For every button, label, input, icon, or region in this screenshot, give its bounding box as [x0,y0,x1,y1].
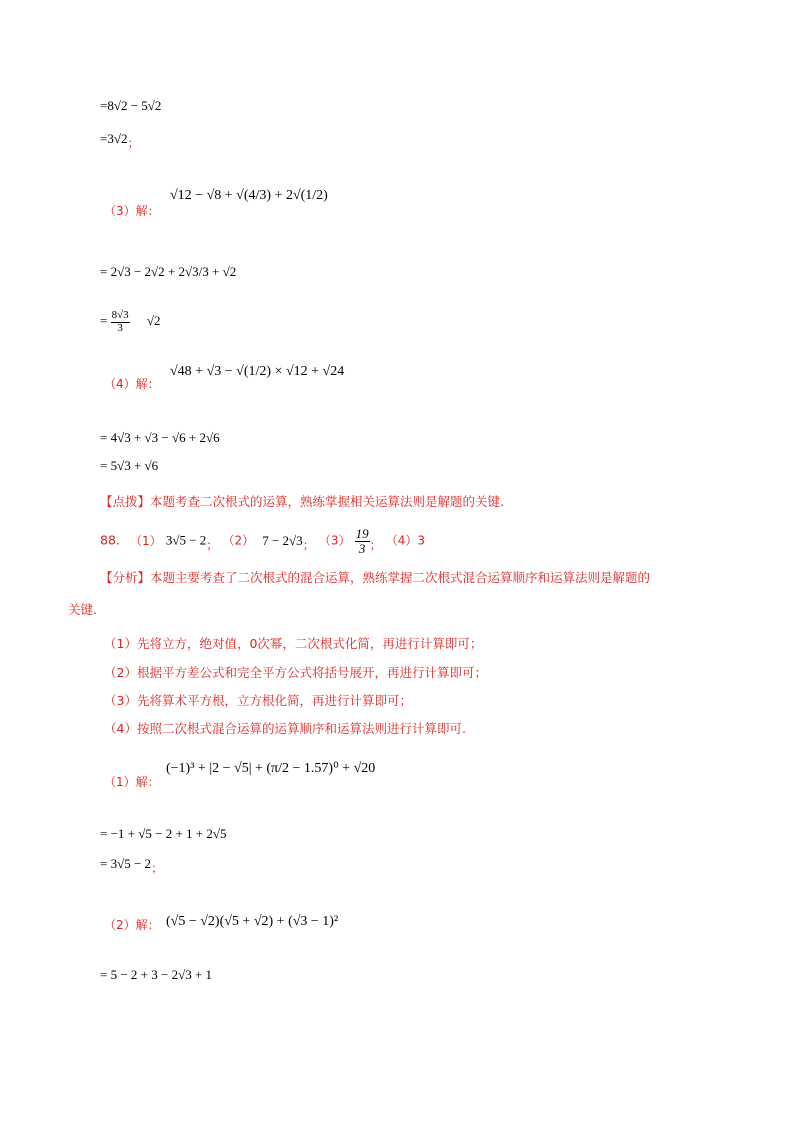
fraction: $\frac{8√3}{3}$ [111,309,129,334]
part-label: （3） [318,533,351,548]
step-line [100,131,140,150]
fenxi-line-1 [100,570,650,585]
answer-fraction: $\frac{19}{3}$ [355,526,369,556]
part-label: （2） [222,533,255,548]
fenxi-tag: 【分析】 [100,570,151,585]
dianbo-text: 本题考查二次根式的运算，熟练掌握相关运算法则是解题的关键. [150,494,504,509]
step-line: = 5√3 + √6 [100,458,159,473]
answer-value: 3 [417,533,426,548]
step-line: =8√2 − 5√2 [100,98,162,113]
step-line: = $\frac{8√3}{3}$ √2 [100,309,161,334]
fenxi-text: 本题主要考查了二次根式的混合运算，熟练掌握二次根式混合运算顺序和运算法则是解题的 [150,570,651,585]
step-line: = 3√5 − 2； [100,856,164,875]
analysis-step: （4）按照二次根式混合运算的运算顺序和运算法则进行计算即可. [104,721,466,736]
problem-expression: √12 − √8 + √(4/3) + 2√(1/2) [170,188,328,203]
dianbo-tag: 【点拨】 [100,494,151,509]
problem-expression: (−1)³ + |2 − √5| + (π/2 − 1.57)⁰ + √20 [166,761,376,776]
part-label: （1）解： [104,775,160,789]
punctuation: ； [151,861,164,875]
answer-row: 88. （1） 3√5 − 2； （2） 7 − 2√3； （3） $\frac{19}{3}$ ； （4）3 [100,526,426,556]
analysis-step: （3）先将算术平方根，立方根化简，再进行计算即可； [104,693,412,708]
problem-expression: √48 + √3 − √(1/2) × √12 + √24 [170,364,345,379]
part-label: （2）解： [104,918,160,932]
part-label: （4） [385,533,418,548]
problem-expression: (√5 − √2)(√5 + √2) + (√3 − 1)² [166,914,339,929]
answer-value: 3√5 − 2 [165,532,207,548]
question-number: 88. [100,532,120,548]
solution-label [104,918,160,934]
step-line: = −1 + √5 − 2 + 1 + 2√5 [100,826,227,841]
analysis-step: （2）根据平方差公式和完全平方公式将括号展开，再进行计算即可； [104,665,487,680]
step-line: = 4√3 + √3 − √6 + 2√6 [100,430,220,445]
step-line: = 2√3 − 2√2 + 2√3/3 + √2 [100,264,237,279]
solution-label [104,204,160,220]
part-label: （1） [130,533,162,548]
part-label: （4）解： [104,377,160,391]
fenxi-line-2: 关键. [68,602,97,617]
answer-value: 7 − 2√3 [262,532,303,548]
solution-label [104,377,160,393]
dianbo-comment [100,494,504,509]
part-label: （3）解： [104,204,160,218]
solution-label [104,775,160,791]
analysis-step: （1）先将立方，绝对值，0次幂，二次根式化简，再进行计算即可； [104,636,483,651]
step-expr: =3√2 [100,131,128,146]
step-line: = 5 − 2 + 3 − 2√3 + 1 [100,967,213,982]
punctuation: ； [127,136,140,150]
